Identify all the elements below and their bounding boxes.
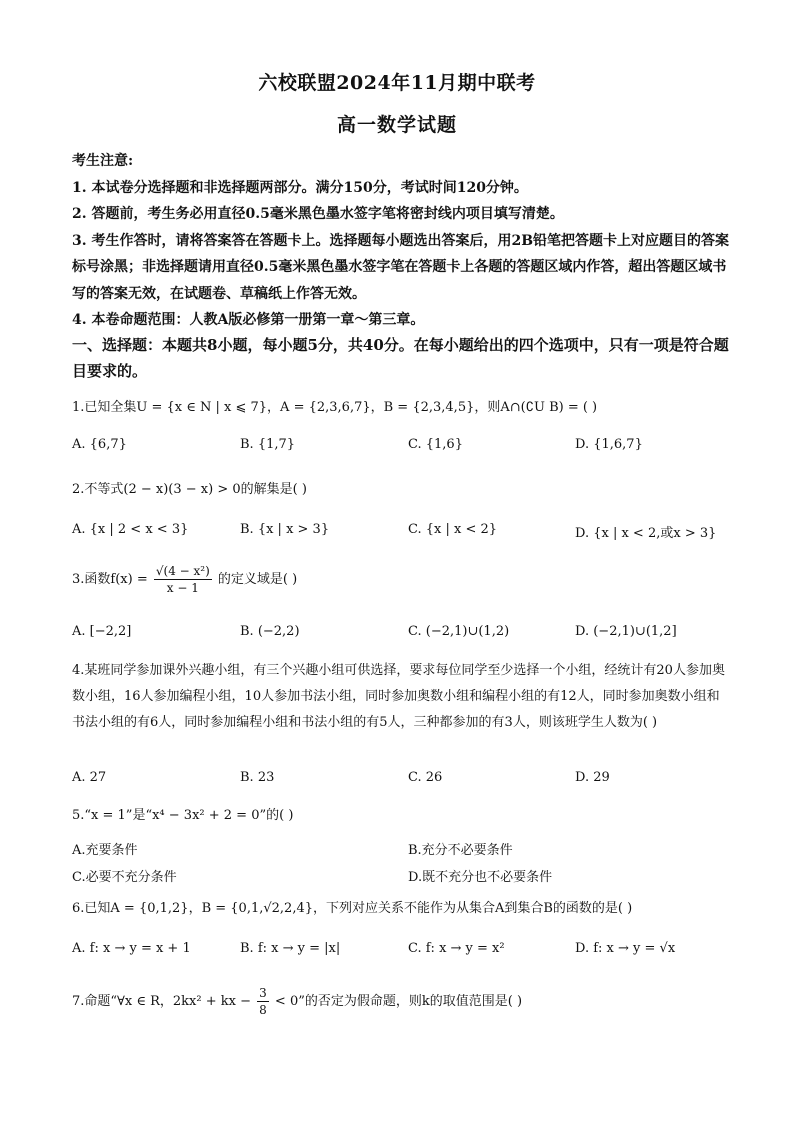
question-5 <box>72 803 732 829</box>
question-4-options <box>72 770 732 794</box>
question-stem: 2.不等式(2 − x)(3 − x) > 0的解集是( ) <box>72 482 307 497</box>
question-3 <box>72 563 732 596</box>
question-6 <box>72 896 732 922</box>
option-a[interactable]: A. f: x → y = x + 1 <box>72 941 191 956</box>
fraction-denominator: 8 <box>259 1003 267 1017</box>
option-c[interactable]: C. 26 <box>408 770 443 785</box>
fraction-numerator: 3 <box>259 986 267 1000</box>
option-b[interactable]: B. (−2,2) <box>240 624 300 639</box>
option-b[interactable]: B. {1,7} <box>240 437 296 452</box>
option-a[interactable]: A. {6,7} <box>72 437 127 452</box>
option-c[interactable]: C. {1,6} <box>408 437 463 452</box>
option-a[interactable]: A. {x | 2 < x < 3} <box>72 522 189 537</box>
option-a[interactable]: A.充要条件 <box>72 843 138 858</box>
question-stem: 6.已知A = {0,1,2}，B = {0,1,√2,2,4}，下列对应关系不能作为从集合A到集合B的函数的是( ) <box>72 901 633 916</box>
option-d[interactable]: D.既不充分也不必要条件 <box>408 870 553 885</box>
question-stem <box>72 985 732 1018</box>
question-6-options <box>72 941 732 965</box>
question-3-options <box>72 624 732 648</box>
option-d[interactable]: D. (−2,1)∪(1,2] <box>575 624 677 639</box>
option-d[interactable]: D. 29 <box>575 770 610 785</box>
option-c[interactable]: C. f: x → y = x² <box>408 941 505 956</box>
question-stem: 5.“x = 1”是“x⁴ − 3x² + 2 = 0”的( ) <box>72 808 294 823</box>
option-c[interactable]: C. (−2,1)∪(1,2) <box>408 624 510 639</box>
question-4 <box>72 658 732 736</box>
fraction-denominator: x − 1 <box>166 581 199 595</box>
notes-heading: 考生注意: <box>72 153 134 169</box>
exam-subtitle: 高一数学试题 <box>336 114 457 136</box>
stem-prefix: 3.函数f(x) = <box>72 572 148 587</box>
note-item: 2. 答题前，考生务必用直径0.5毫米黑色墨水签字笔将密封线内项目填写清楚。 <box>72 206 564 222</box>
option-a[interactable]: A. [−2,2] <box>72 624 132 639</box>
note-item: 1. 本试卷分选择题和非选择题两部分。满分150分，考试时间120分钟。 <box>72 179 528 196</box>
stem-prefix: 7.命题“∀x ∈ R，2kx² + kx − <box>72 994 251 1009</box>
exam-notes <box>72 148 732 334</box>
question-1-options <box>72 437 732 461</box>
question-5-options-row1 <box>72 839 732 863</box>
stem-suffix: < 0”的否定为假命题，则k的取值范围是( ) <box>274 994 523 1009</box>
exam-title: 六校联盟2024年11月期中联考 <box>258 72 536 94</box>
option-b[interactable]: B. 23 <box>240 770 275 785</box>
stem-suffix: 的定义域是( ) <box>217 572 298 587</box>
note-item: 4. 本卷命题范围：人教A版必修第一册第一章～第三章。 <box>72 312 425 328</box>
question-2 <box>72 477 732 503</box>
question-stem: 4.某班同学参加课外兴趣小组，有三个兴趣小组可供选择，要求每位同学至少选择一个小组，经统计有20人参加奥数小组，16人参加编程小组，10人参加书法小组，同时参加奥数小组和编程小组的有12人，同时参加奥数小组和书法小组的有6人，同时参加编程小组和书法小组的有5人，三种都参加的有3人，则该班学生人数为( ) <box>72 663 725 730</box>
option-d[interactable]: D. f: x → y = √x <box>575 941 676 956</box>
option-c[interactable]: C. {x | x < 2} <box>408 522 498 537</box>
option-c[interactable]: C.必要不充分条件 <box>72 870 177 885</box>
question-stem <box>72 563 732 596</box>
question-1 <box>72 395 732 421</box>
option-b[interactable]: B.充分不必要条件 <box>408 843 513 858</box>
option-b[interactable]: B. f: x → y = |x| <box>240 941 341 956</box>
option-d[interactable]: D. {1,6,7} <box>575 437 643 452</box>
note-item: 3. 考生作答时，请将答案答在答题卡上。选择题每小题选出答案后，用2B铅笔把答题卡上对应题目的答案标号涂黑；非选择题请用直径0.5毫米黑色墨水签字笔在答题卡上各题的答题区域内作答，超出答题区域书写的答案无效，在试题卷、草稿纸上作答无效。 <box>72 232 730 302</box>
question-2-options <box>72 522 732 546</box>
section-heading: 一、选择题：本题共8小题，每小题5分，共40分。在每小题给出的四个选项中，只有一项是符合题目要求的。 <box>72 336 729 380</box>
question-stem: 1.已知全集U = {x ∈ N | x ⩽ 7}，A = {2,3,6,7}，B = {2,3,4,5}，则A∩(∁U B) = ( ) <box>72 400 598 415</box>
question-5-options-row2 <box>72 866 732 890</box>
option-d[interactable]: D. {x | x < 2,或x > 3} <box>575 526 717 541</box>
option-a[interactable]: A. 27 <box>72 770 107 785</box>
fraction <box>257 985 269 1018</box>
option-b[interactable]: B. {x | x > 3} <box>240 522 330 537</box>
fraction <box>154 563 212 596</box>
question-7 <box>72 985 732 1018</box>
fraction-numerator: √(4 − x²) <box>155 564 210 578</box>
